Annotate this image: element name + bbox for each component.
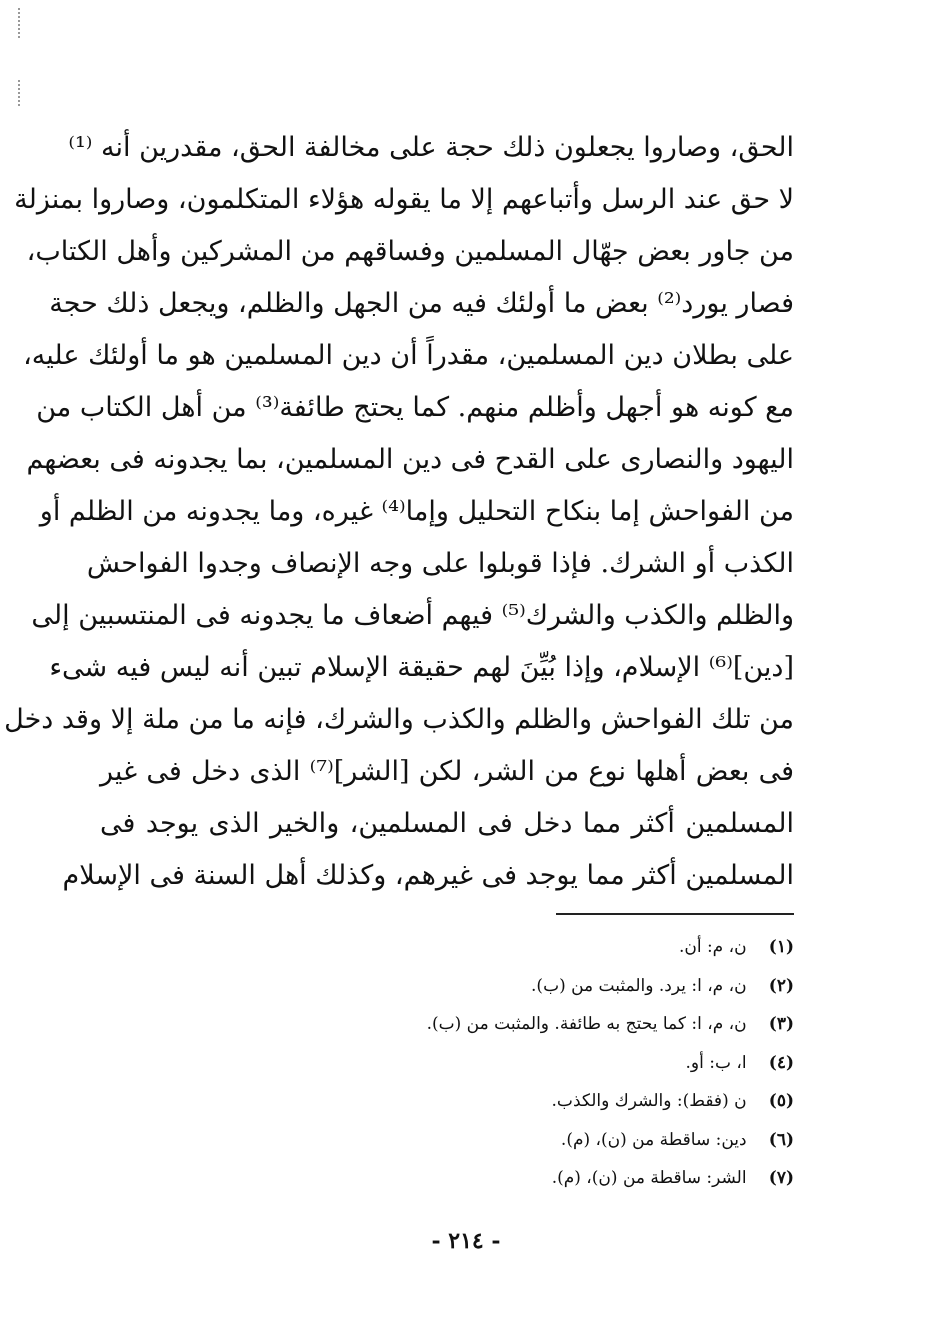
text-line: فى بعض أهلها نوع من الشر، لكن [الشر]⁽⁷⁾ الذى دخل فى غير: [100, 756, 795, 787]
footnote: [300, 928, 794, 967]
footnote-text: ا، ب: أو.: [685, 1052, 747, 1073]
text-line: من جاور بعض جهّال المسلمين وفساقهم من المشركين وأهل الكتاب،: [26, 236, 794, 267]
footnote: [300, 1121, 794, 1160]
footnote-number: (٧): [768, 1168, 794, 1188]
footnote: [300, 1082, 794, 1121]
text-line: لا حق عند الرسل وأتباعهم إلا ما يقوله هؤلاء المتكلمون، وصاروا بمنزلة: [14, 184, 794, 215]
main-text: [4, 122, 795, 902]
footnote-number: (٢): [768, 975, 794, 996]
footnote-text: ن، م، ا: يرد. والمثبت من (ب).: [531, 975, 747, 996]
text-line: والظلم والكذب والشرك⁽⁵⁾ فيهم أضعاف ما يجدونه فى المنتسبين إلى: [31, 600, 794, 631]
footnote-text: ن، م، ا: كما يحتج به طائفة. والمثبت من (ب).: [426, 1014, 747, 1034]
footnote-text: ن، م: أن.: [678, 937, 747, 957]
footnote-text: ن (فقط): والشرك والكذب.: [551, 1091, 747, 1111]
footnote: [300, 1044, 794, 1083]
margin-scan-mark: [18, 80, 22, 106]
text-line: [دين]⁽⁶⁾ الإسلام، وإذا بُيِّنَ لهم حقيقة الإسلام تبين أنه ليس فيه شىء: [49, 652, 794, 683]
text-line: الحق، وصاروا يجعلون ذلك حجة على مخالفة الحق، مقدرين أنه ⁽¹⁾: [68, 132, 794, 163]
text-line: اليهود والنصارى على القدح فى دين المسلمين، بما يجدونه فى بعضهم: [26, 444, 794, 475]
text-line: مع كونه هو أجهل وأظلم منهم. كما يحتج طائفة⁽³⁾ من أهل الكتاب من: [36, 392, 794, 423]
text-line: الكذب أو الشرك. فإذا قوبلوا على وجه الإنصاف وجدوا الفواحش: [86, 548, 794, 579]
footnote: [300, 1159, 794, 1198]
footnote: [300, 967, 794, 1006]
footnote: [300, 1005, 794, 1044]
footnote-number: (٦): [768, 1129, 794, 1150]
footnotes: [300, 928, 794, 1198]
footnote-text: الشر: ساقطة من (ن)، (م).: [551, 1168, 747, 1188]
text-line: المسلمين أكثر مما دخل فى المسلمين، والخير الذى يوجد فى: [100, 808, 794, 839]
footnote-number: (٤): [768, 1052, 794, 1073]
text-line: من الفواحش إما بنكاح التحليل وإما⁽⁴⁾ غيره، وما يجدونه من الظلم أو: [39, 496, 794, 527]
text-line: من تلك الفواحش والظلم والكذب والشرك، فإنه ما من ملة إلا وقد دخل: [4, 704, 794, 735]
footnote-number: (٥): [768, 1091, 794, 1111]
text-line: فصار يورد⁽²⁾ بعض ما أولئك فيه من الجهل والظلم، ويجعل ذلك حجة: [49, 288, 794, 319]
footnote-number: (١): [768, 937, 794, 957]
margin-scan-mark: [18, 8, 22, 38]
footnote-text: دين: ساقطة من (ن)، (م).: [560, 1129, 747, 1150]
text-line: على بطلان دين المسلمين، مقدراً أن دين المسلمين هو ما أولئك عليه،: [23, 340, 794, 371]
text-line: المسلمين أكثر مما يوجد فى غيرهم، وكذلك أهل السنة فى الإسلام: [62, 860, 794, 891]
page-number: - ٢١٤ -: [431, 1228, 501, 1254]
footnote-divider: [556, 913, 794, 915]
footnote-number: (٣): [768, 1014, 794, 1034]
